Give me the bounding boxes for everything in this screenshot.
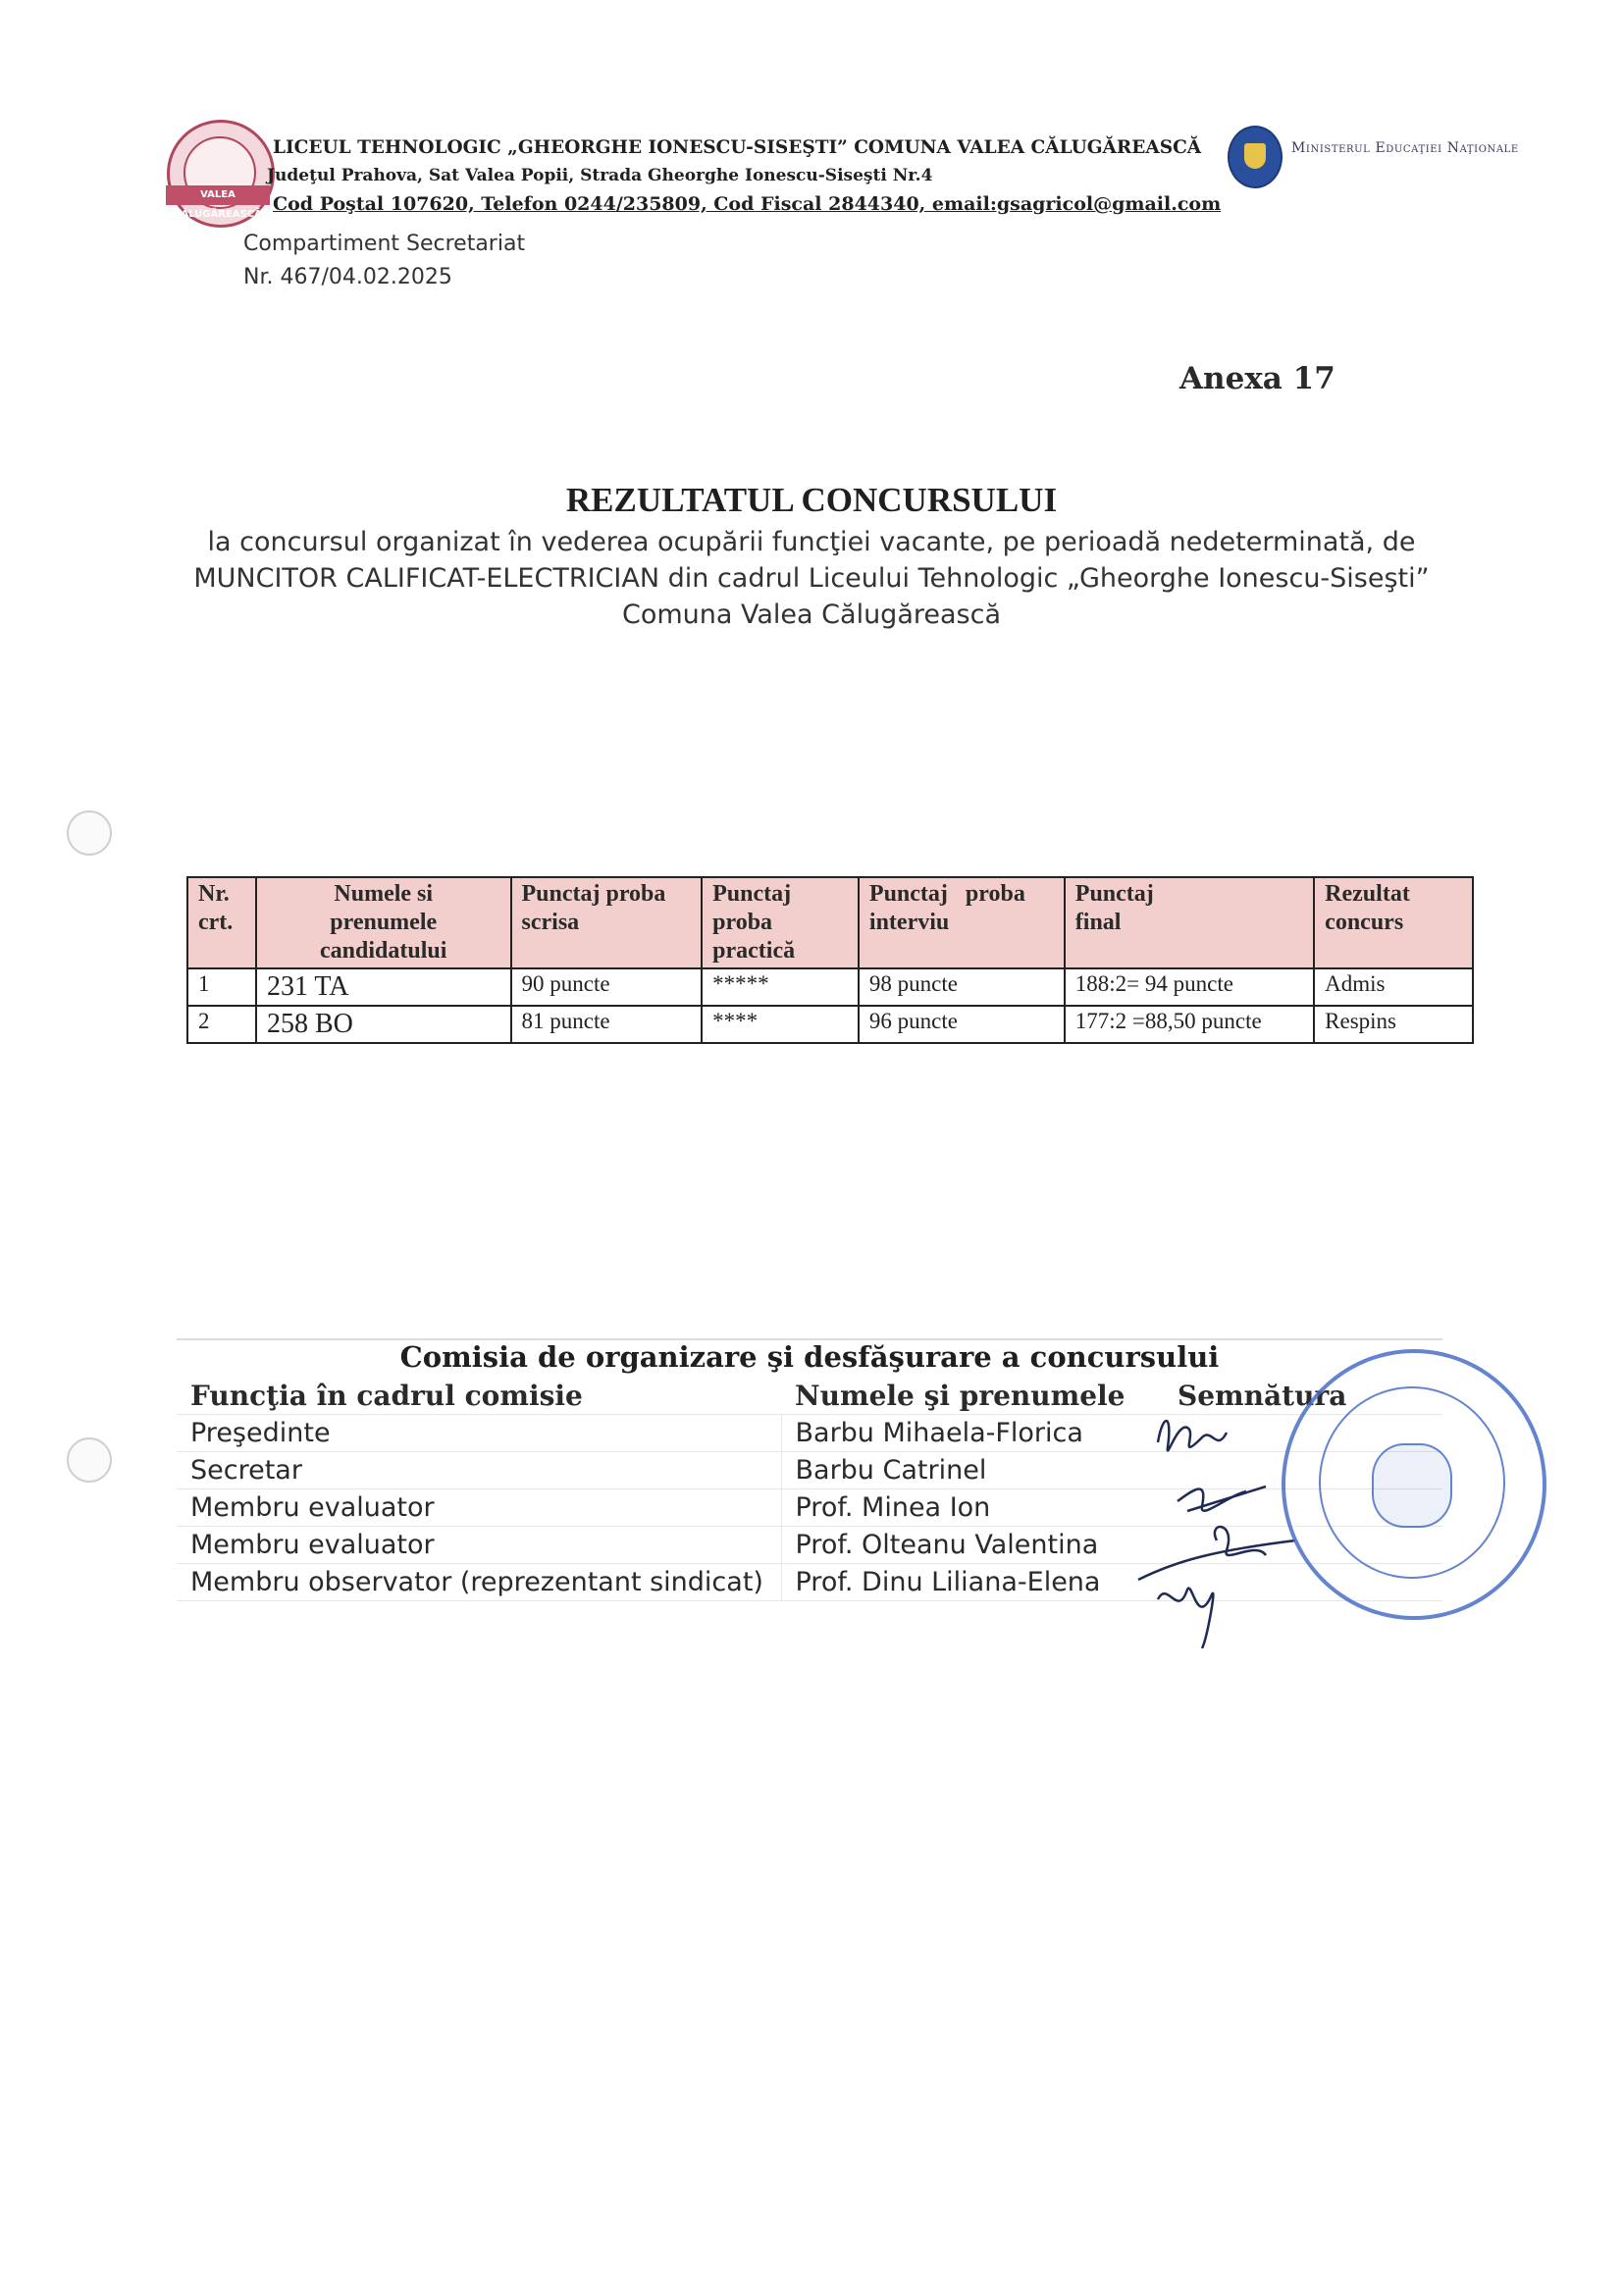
cell-result: Respins (1314, 1006, 1473, 1043)
cell-nr: 2 (187, 1006, 256, 1043)
table-row (187, 968, 1473, 1006)
department: Compartiment Secretariat (243, 232, 526, 256)
school-contact: Cod Poştal 107620, Telefon 0244/235809, Cod Fiscal 2844340, email:gsagricol@gmail.com (273, 193, 1222, 215)
cell-interview: 98 puncte (859, 968, 1065, 1006)
registration-number: Nr. 467/04.02.2025 (243, 265, 452, 289)
header-role: Funcţia în cadrul comisie (177, 1378, 781, 1415)
header-member-name: Numele şi prenumele (781, 1378, 1164, 1415)
cell-written: 81 puncte (511, 1006, 703, 1043)
table-row (187, 1006, 1473, 1043)
page-title: REZULTATUL CONCURSULUI (565, 481, 1058, 519)
header-practical: Punctaj proba practică (702, 877, 859, 968)
punch-hole (67, 1437, 112, 1483)
school-logo (167, 120, 275, 228)
cell-result: Admis (1314, 968, 1473, 1006)
subtitle-line: MUNCITOR CALIFICAT-ELECTRICIAN din cadrul Liceului Tehnologic „Gheorghe Ionescu-Siseşti” (193, 563, 1430, 594)
school-name: LICEUL TEHNOLOGIC „GHEORGHE IONESCU-SISEŞTI” COMUNA VALEA CĂLUGĂREASCĂ (273, 137, 1202, 158)
cell-final: 177:2 =88,50 puncte (1065, 1006, 1314, 1043)
subtitle (157, 524, 1466, 633)
header-signature: Semnătura (1164, 1378, 1442, 1415)
cell-practical: ***** (702, 968, 859, 1006)
cell-name: 258 BO (256, 1006, 511, 1043)
cell-interview: 96 puncte (859, 1006, 1065, 1043)
cell-nr: 1 (187, 968, 256, 1006)
coat-of-arms-icon (1372, 1443, 1452, 1528)
header-result: Rezultat concurs (1314, 877, 1473, 968)
official-stamp (1282, 1349, 1546, 1620)
annex-label: Anexa 17 (1179, 361, 1335, 396)
subtitle-line: Comuna Valea Călugărească (621, 600, 1001, 630)
header-name: Numele si prenumele candidatului (256, 877, 511, 968)
logo-ribbon: VALEA CĂLUGĂREASCĂ (166, 185, 270, 205)
header-final: Punctaj final (1065, 877, 1314, 968)
school-address: Judeţul Prahova, Sat Valea Popii, Strada Gheorghe Ionescu-Siseşti Nr.4 (267, 166, 933, 185)
cell-name: 231 TA (256, 968, 511, 1006)
header-nr: Nr. crt. (187, 877, 256, 968)
member-role: Membru evaluator (177, 1527, 781, 1564)
commission-title: Comisia de organizare şi desfăşurare a concursului (399, 1340, 1220, 1374)
member-name: Barbu Mihaela-Florica (781, 1415, 1164, 1452)
member-name: Prof. Olteanu Valentina (781, 1527, 1164, 1564)
punch-hole (67, 810, 112, 856)
member-role: Membru observator (reprezentant sindicat) (177, 1564, 781, 1601)
member-role: Membru evaluator (177, 1489, 781, 1527)
cell-written: 90 puncte (511, 968, 703, 1006)
subtitle-line: la concursul organizat în vederea ocupării funcţiei vacante, pe perioadă nedeterminată, de (207, 527, 1416, 557)
cell-practical: **** (702, 1006, 859, 1043)
cell-final: 188:2= 94 puncte (1065, 968, 1314, 1006)
ministry-name: Ministerul Educaţiei Naţionale (1291, 140, 1519, 156)
member-role: Secretar (177, 1452, 781, 1489)
results-table (186, 876, 1474, 1044)
results-header-row (187, 877, 1473, 968)
member-role: Preşedinte (177, 1415, 781, 1452)
member-name: Prof. Dinu Liliana-Elena (781, 1564, 1164, 1601)
header-written: Punctaj proba scrisa (511, 877, 703, 968)
ministry-coat-of-arms-icon (1228, 126, 1283, 188)
member-name: Barbu Catrinel (781, 1452, 1164, 1489)
header-interview: Punctaj proba interviu (859, 877, 1065, 968)
member-name: Prof. Minea Ion (781, 1489, 1164, 1527)
